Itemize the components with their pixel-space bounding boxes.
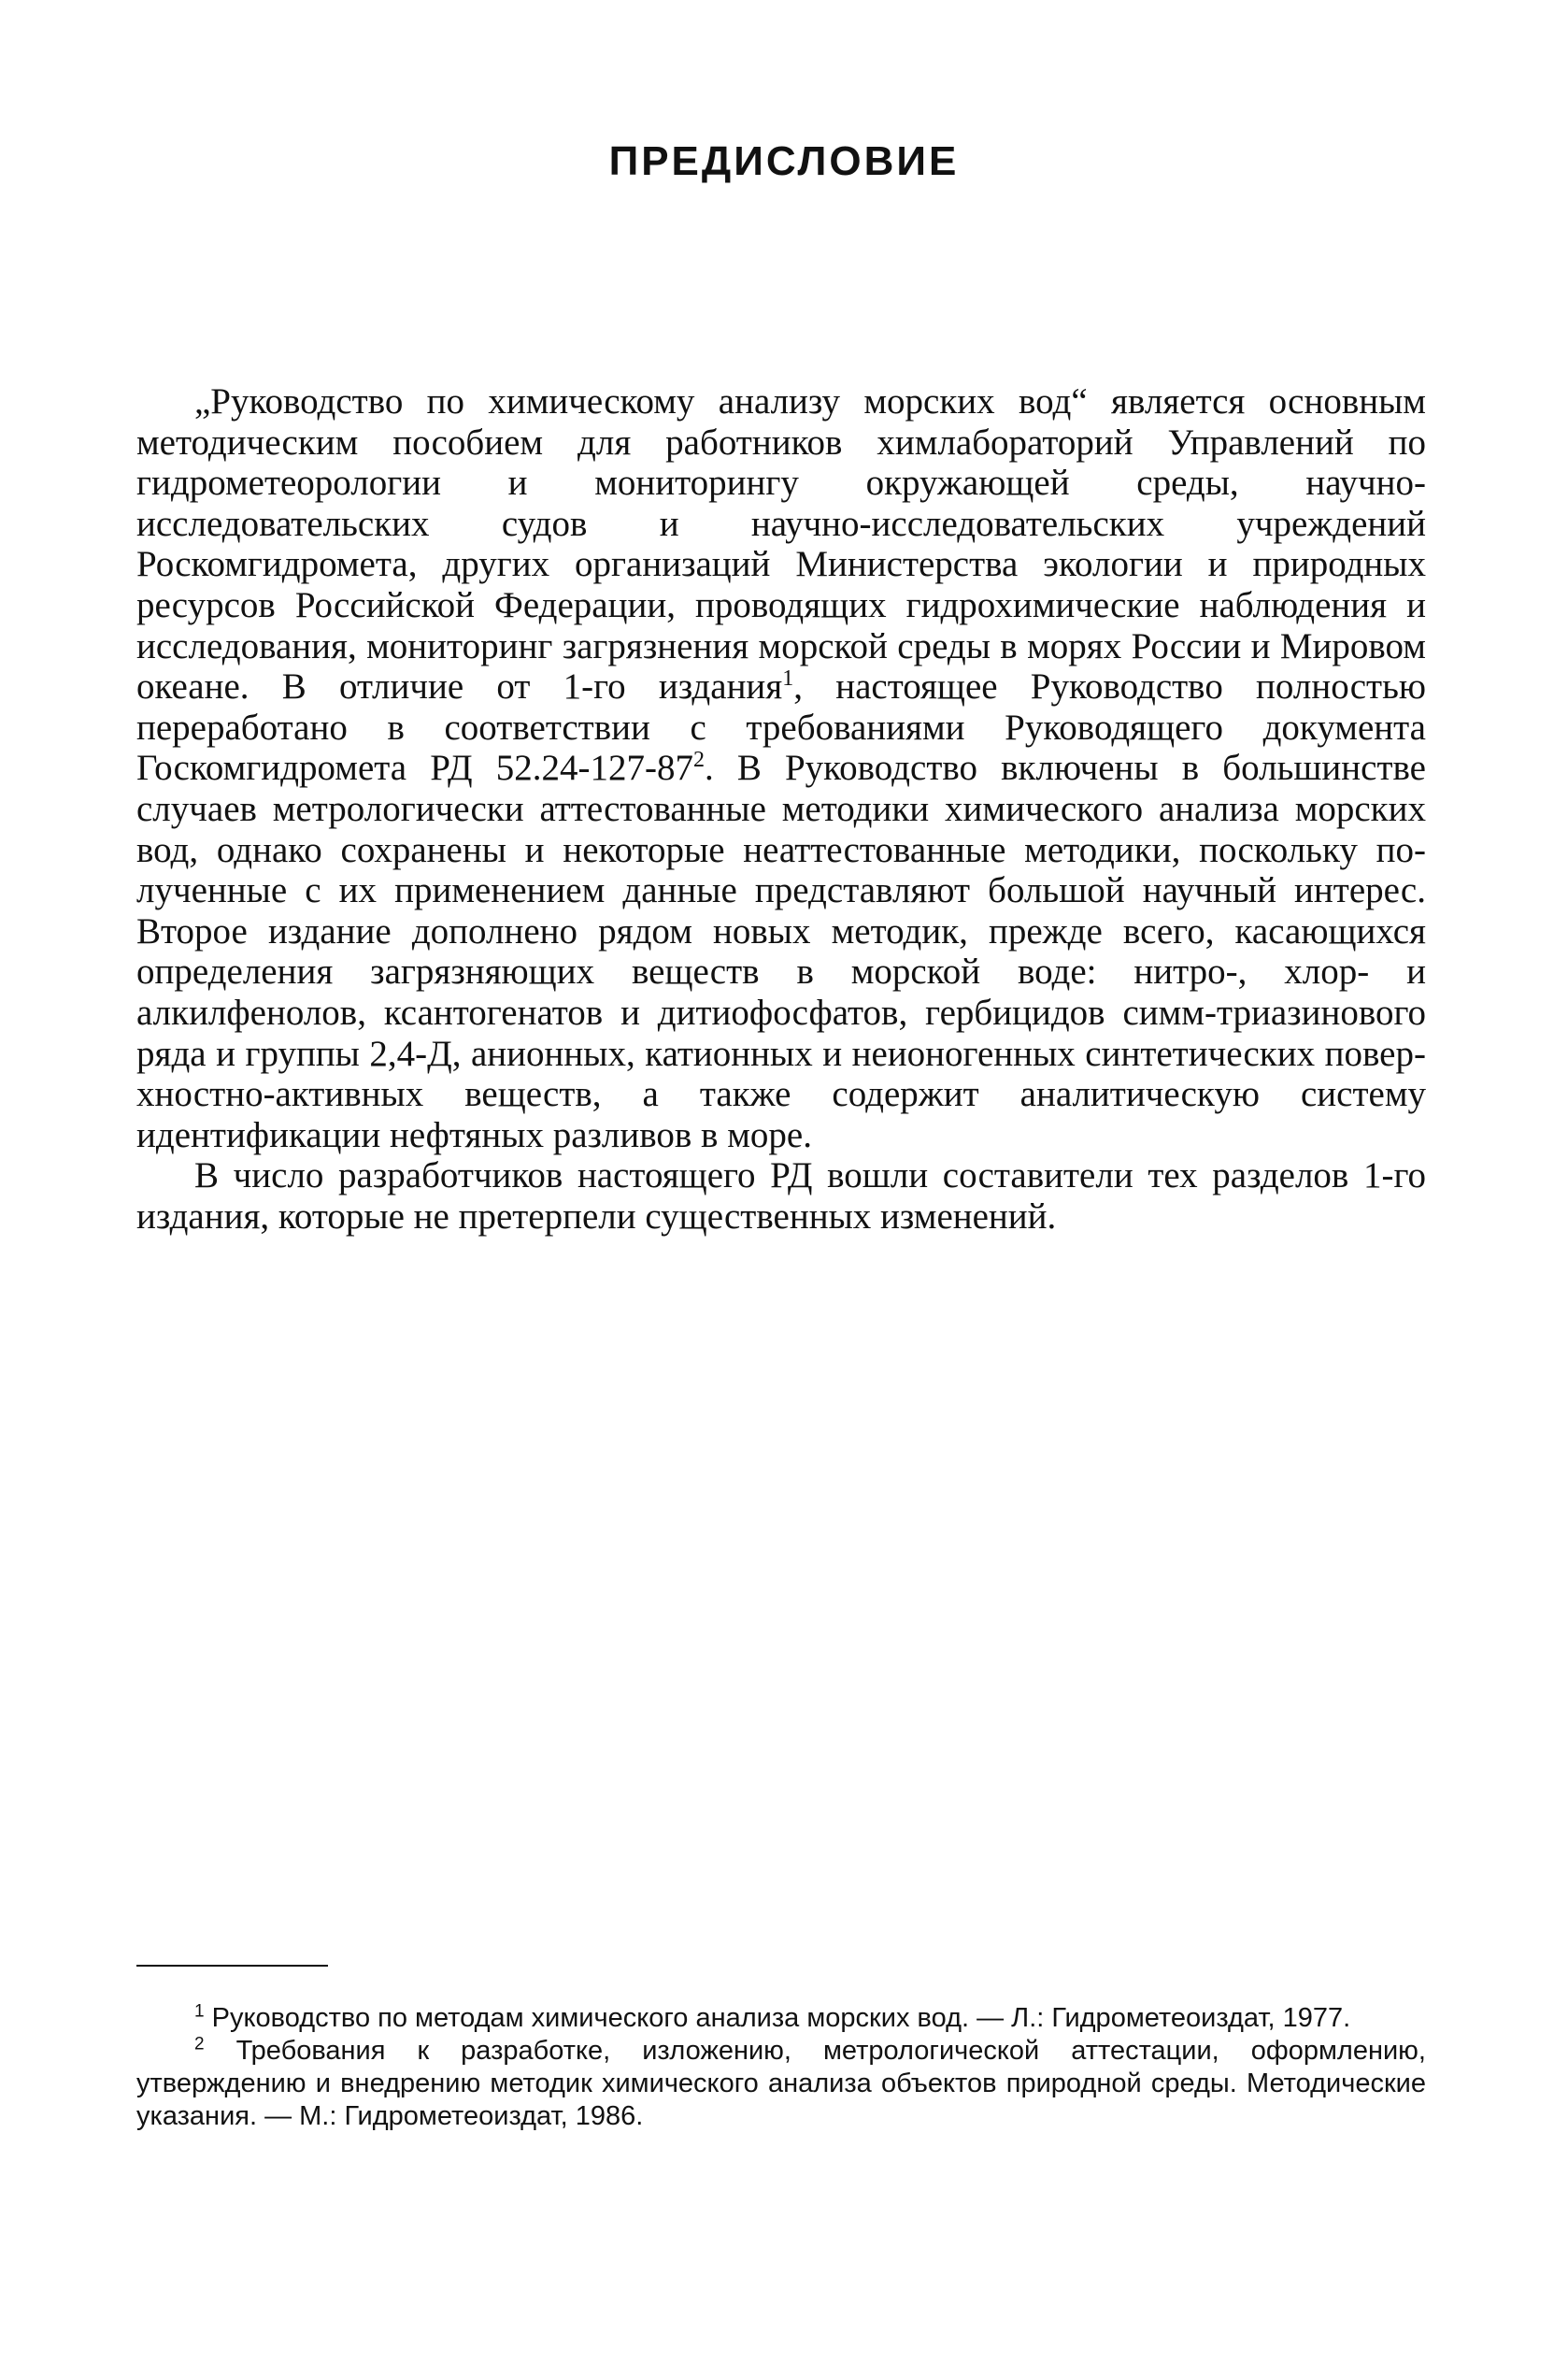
paragraph-1-part-3: . В Руководство включены в большинстве случаев метрологически аттестованные методики химического анализа морских вод, однако сохранены и некоторые неаттестованные методики, поскольку полученные с их применением данные представляют большой научный интерес. Второе издание дополнено рядом новых методик, прежде всего, касающихся определения загрязняющих веществ в морской воде: нитро-, хлор- и алкилфенолов, ксантогенатов и дитиофосфатов, гербицидов симм-триазинового ряда и группы 2,4-Д, анионных, катионных и неионогенных синтетических поверхностно-активных веществ, а также содержит аналитическую систему идентификации нефтяных разливов в море. xyxy=(136,748,1426,1155)
footnote-1-text: Руководство по методам химического анализа морских вод. — Л.: Гидрометеоиздат, 1977. xyxy=(204,2003,1351,2033)
paragraph-2: В число разработчиков настоящего РД вошли составители тех разделов 1-го издания, которые не претерпели существенных изменений. xyxy=(136,1155,1426,1237)
paragraph-1-part-2: , настоящее Руководство полностью переработано в соответствии с требованиями Руководящего документа Госкомгидромета РД 52.24-127-87 xyxy=(136,666,1426,789)
page-title: ПРЕДИСЛОВИЕ xyxy=(608,138,960,184)
preface-body xyxy=(136,381,1426,1237)
footnote-2-text: Требования к разработке, изложению, метрологической аттестации, оформлению, утверждению и внедрению методик химического анализа объектов природной среды. Методические указания. — М.: Гидрометеоиздат, 1986. xyxy=(136,2036,1426,2131)
footnote-2 xyxy=(136,2035,1426,2133)
footnote-1 xyxy=(136,2002,1426,2035)
footnote-1-marker: 1 xyxy=(194,2001,205,2022)
footnote-divider xyxy=(136,1965,328,1967)
paragraph-1 xyxy=(136,381,1426,1155)
footnotes xyxy=(136,2002,1426,2133)
footnote-ref-1: 1 xyxy=(782,666,794,692)
paragraph-1-part-1: „Руководство по химическому анализу морских вод“ является основным методическим пособием для работников химлабораторий Управлений по гидрометеорологии и мониторингу окружающей среды, научно-исследовательских судов и научно-исследовательских учреждений Роскомгидромета, других организаций Министерства экологии и природных ресурсов Российской Федерации, проводящих гидрохимические наблюдения и исследования, мониторинг загрязнения морской среды в морях России и Мировом океане. В отличие от 1-го издания xyxy=(136,381,1426,708)
footnote-ref-2: 2 xyxy=(692,748,705,773)
footnote-2-marker: 2 xyxy=(194,2034,205,2054)
